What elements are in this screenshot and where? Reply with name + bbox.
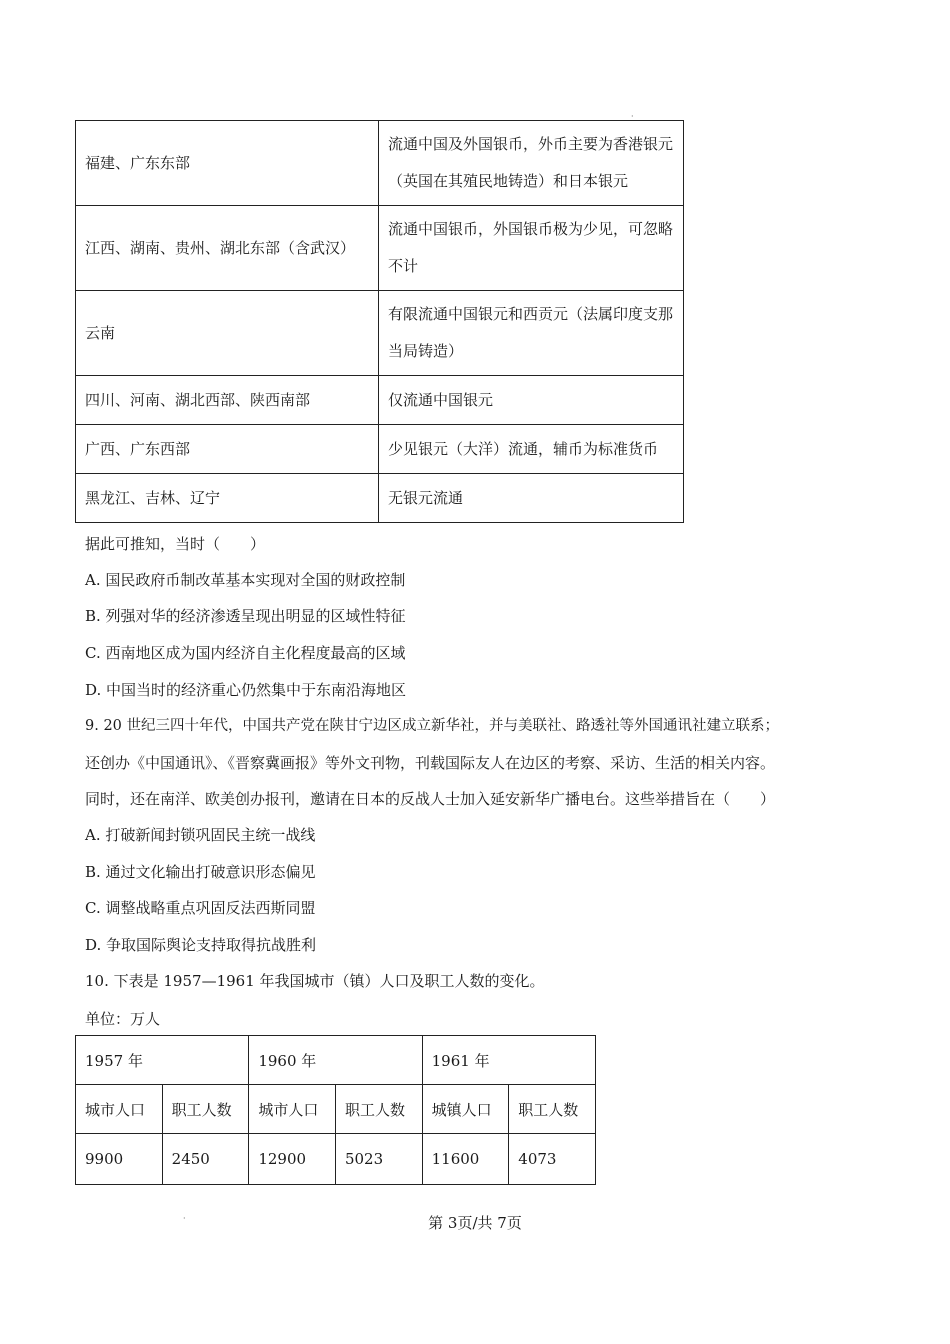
table-row xyxy=(76,425,684,474)
q10-unit: 单位：万人 xyxy=(85,1010,161,1028)
circulation-cell: 流通中国及外国银币，外币主要为香港银元（英国在其殖民地铸造）和日本银元 xyxy=(379,121,684,206)
column-header: 职工人数 xyxy=(162,1085,249,1134)
table-row xyxy=(76,1036,596,1085)
table-row xyxy=(76,474,684,523)
table-row xyxy=(76,1134,596,1185)
year-header: 1960 年 xyxy=(249,1036,422,1085)
table-row xyxy=(76,121,684,206)
population-table xyxy=(75,1035,596,1185)
table-row xyxy=(76,1085,596,1134)
year-header: 1961 年 xyxy=(422,1036,595,1085)
page-number: 第 3页/共 7页 xyxy=(428,1214,522,1232)
region-cell: 福建、广东东部 xyxy=(76,121,379,206)
q8-option-c: C. 西南地区成为国内经济自主化程度最高的区域 xyxy=(85,644,406,662)
q8-option-a: A. 国民政府币制改革基本实现对全国的财政控制 xyxy=(85,571,406,589)
value-cell: 2450 xyxy=(162,1134,249,1185)
q10-stem: 10. 下表是 1957—1961 年我国城市（镇）人口及职工人数的变化。 xyxy=(85,972,545,990)
region-cell: 江西、湖南、贵州、湖北东部（含武汉） xyxy=(76,206,379,291)
value-cell: 5023 xyxy=(335,1134,422,1185)
stray-dot: · xyxy=(631,112,634,121)
q9-option-a: A. 打破新闻封锁巩固民主统一战线 xyxy=(85,826,316,844)
column-header: 职工人数 xyxy=(335,1085,422,1134)
q9-stem-line-1: 9. 20 世纪三四十年代，中国共产党在陕甘宁边区成立新华社，并与美联社、路透社等外国通讯社建立联系； xyxy=(85,718,779,734)
currency-circulation-table xyxy=(75,120,684,523)
q9-option-b: B. 通过文化输出打破意识形态偏见 xyxy=(85,863,316,881)
region-cell: 黑龙江、吉林、辽宁 xyxy=(76,474,379,523)
value-cell: 9900 xyxy=(76,1134,163,1185)
value-cell: 12900 xyxy=(249,1134,336,1185)
column-header: 城镇人口 xyxy=(422,1085,509,1134)
value-cell: 4073 xyxy=(509,1134,596,1185)
region-cell: 四川、河南、湖北西部、陕西南部 xyxy=(76,376,379,425)
year-header: 1957 年 xyxy=(76,1036,249,1085)
q9-stem-line-3: 同时，还在南洋、欧美创办报刊，邀请在日本的反战人士加入延安新华广播电台。这些举措旨在（ ） xyxy=(85,790,776,808)
circulation-cell: 无银元流通 xyxy=(379,474,684,523)
table-row xyxy=(76,376,684,425)
stray-dot: · xyxy=(183,1214,186,1223)
circulation-cell: 有限流通中国银元和西贡元（法属印度支那当局铸造） xyxy=(379,291,684,376)
circulation-cell: 仅流通中国银元 xyxy=(379,376,684,425)
q8-stem: 据此可推知，当时（ ） xyxy=(85,535,266,553)
q9-stem-line-2: 还创办《中国通讯》、《晋察冀画报》等外文刊物，刊载国际友人在边区的考察、采访、生活的相关内容。 xyxy=(85,754,776,772)
column-header: 城市人口 xyxy=(249,1085,336,1134)
region-cell: 云南 xyxy=(76,291,379,376)
q9-option-c: C. 调整战略重点巩固反法西斯同盟 xyxy=(85,899,316,917)
value-cell: 11600 xyxy=(422,1134,509,1185)
circulation-cell: 少见银元（大洋）流通，辅币为标准货币 xyxy=(379,425,684,474)
circulation-cell: 流通中国银币，外国银币极为少见，可忽略不计 xyxy=(379,206,684,291)
table-row xyxy=(76,206,684,291)
column-header: 城市人口 xyxy=(76,1085,163,1134)
q8-option-d: D. 中国当时的经济重心仍然集中于东南沿海地区 xyxy=(85,681,407,699)
q8-option-b: B. 列强对华的经济渗透呈现出明显的区域性特征 xyxy=(85,607,406,625)
region-cell: 广西、广东西部 xyxy=(76,425,379,474)
table-row xyxy=(76,291,684,376)
q9-option-d: D. 争取国际舆论支持取得抗战胜利 xyxy=(85,936,317,954)
column-header: 职工人数 xyxy=(509,1085,596,1134)
